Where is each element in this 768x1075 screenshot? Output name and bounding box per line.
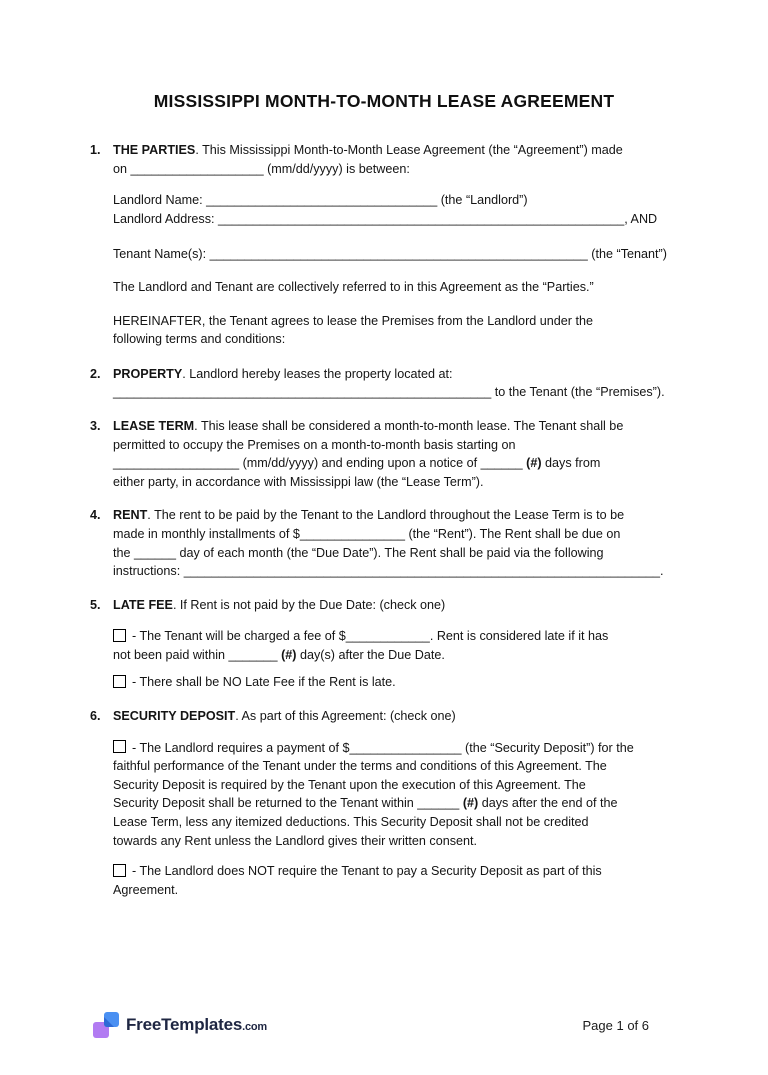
- text-line: Security Deposit is required by the Tenant upon the execution of this Agreement. The: [113, 777, 586, 792]
- deposit-required-checkbox[interactable]: [113, 740, 126, 753]
- section-heading: SECURITY DEPOSIT: [113, 709, 236, 724]
- section-lease-term: [90, 417, 685, 491]
- landlord-name-field: Landlord Name: _________________________________ (the “Landlord”): [113, 193, 528, 208]
- section-number: 6.: [90, 709, 101, 724]
- number-sign-bold: (#): [526, 456, 542, 471]
- document-title: MISSISSIPPI MONTH-TO-MONTH LEASE AGREEMENT: [153, 91, 615, 111]
- text-line: . This lease shall be considered a month-to-month lease. The Tenant shall be: [194, 418, 624, 433]
- section-number: 4.: [90, 508, 101, 523]
- date-blank-line: on ___________________ (mm/dd/yyyy) is between:: [113, 161, 410, 176]
- text-line: . This Mississippi Month-to-Month Lease Agreement (the “Agreement”) made: [195, 143, 623, 157]
- freetemplates-logo-icon: [93, 1012, 119, 1038]
- section-the-parties: [90, 141, 685, 349]
- checkbox-label: - The Tenant will be charged a fee of $____________. Rent is considered late if it has: [132, 629, 609, 644]
- document-page: [0, 91, 768, 1075]
- property-address-blank: ______________________________________________________ to the Tenant (the “Premises”).: [113, 385, 665, 400]
- text-line: permitted to occupy the Premises on a month-to-month basis starting on: [113, 437, 516, 452]
- logo-blue-folded-page: [104, 1012, 119, 1027]
- text-line: not been paid within _______: [113, 647, 282, 662]
- no-late-fee-checkbox[interactable]: [113, 675, 126, 688]
- brand-suffix: .com: [242, 1021, 268, 1033]
- number-sign-bold: (#): [281, 647, 297, 662]
- brand-name: FreeTemplates: [126, 1015, 243, 1034]
- section-number: 5.: [90, 597, 101, 612]
- checkbox-label: - The Landlord requires a payment of $________________ (the “Security Deposit”) for the: [132, 740, 634, 755]
- text-line: days from: [541, 456, 601, 471]
- section-rent: [90, 506, 685, 580]
- tenant-name-field: Tenant Name(s): ______________________________________________________ (the “Tenant”): [113, 247, 667, 262]
- text-line: days after the end of the: [478, 796, 618, 811]
- number-sign-bold: (#): [462, 796, 479, 811]
- text-line: the ______ day of each month (the “Due Date”). The Rent shall be paid via the following: [113, 545, 604, 560]
- text-line: . As part of this Agreement: (check one): [235, 709, 456, 724]
- text-line: towards any Rent unless the Landlord gives their written consent.: [113, 833, 478, 848]
- parties-statement: The Landlord and Tenant are collectively referred to in this Agreement as the “Parties.”: [113, 279, 594, 294]
- section-number: 3.: [90, 418, 101, 433]
- section-late-fee: [90, 596, 685, 692]
- freetemplates-logo[interactable]: [93, 1012, 267, 1038]
- text-line: either party, in accordance with Mississippi law (the “Lease Term”).: [113, 474, 484, 489]
- text-line: day(s) after the Due Date.: [296, 647, 445, 662]
- text-line: __________________ (mm/dd/yyyy) and ending upon a notice of ______: [113, 456, 527, 471]
- footer: [93, 1012, 649, 1038]
- text-line: Agreement.: [113, 882, 179, 897]
- section-security-deposit: [90, 707, 685, 899]
- payment-instructions-blank: instructions: ____________________________________________________________________.: [113, 564, 664, 579]
- text-line: made in monthly installments of $_______________ (the “Rent”). The Rent shall be due on: [113, 526, 621, 541]
- document-body: [90, 141, 685, 899]
- hereinafter-line-2: following terms and conditions:: [113, 332, 286, 347]
- hereinafter-line-1: HEREINAFTER, the Tenant agrees to lease the Premises from the Landlord under the: [113, 313, 593, 328]
- text-line: Lease Term, less any itemized deductions. This Security Deposit shall not be credited: [113, 815, 589, 830]
- section-heading: RENT: [113, 508, 148, 523]
- section-heading: PROPERTY: [113, 366, 183, 381]
- text-line: . The rent to be paid by the Tenant to the Landlord throughout the Lease Term is to be: [147, 508, 625, 523]
- landlord-address-field: Landlord Address: __________________________________________________________, AND: [113, 211, 658, 226]
- checkbox-label: - The Landlord does NOT require the Tenant to pay a Security Deposit as part of this: [132, 864, 602, 879]
- no-deposit-checkbox[interactable]: [113, 864, 126, 877]
- section-heading: LEASE TERM: [113, 418, 195, 433]
- checkbox-label: - There shall be NO Late Fee if the Rent is late.: [132, 675, 396, 690]
- text-line: faithful performance of the Tenant under the terms and conditions of this Agreement. The: [113, 759, 607, 774]
- section-property: [90, 365, 685, 402]
- text-line: . Landlord hereby leases the property located at:: [182, 366, 453, 381]
- page-number: Page 1 of 6: [582, 1017, 649, 1033]
- section-heading: THE PARTIES: [113, 143, 196, 157]
- late-fee-charged-checkbox[interactable]: [113, 629, 126, 642]
- section-heading: LATE FEE: [113, 597, 173, 612]
- text-line: . If Rent is not paid by the Due Date: (check one): [172, 597, 446, 612]
- section-number: 1.: [90, 143, 101, 157]
- section-number: 2.: [90, 366, 101, 381]
- text-line: Security Deposit shall be returned to the Tenant within ______: [113, 796, 463, 811]
